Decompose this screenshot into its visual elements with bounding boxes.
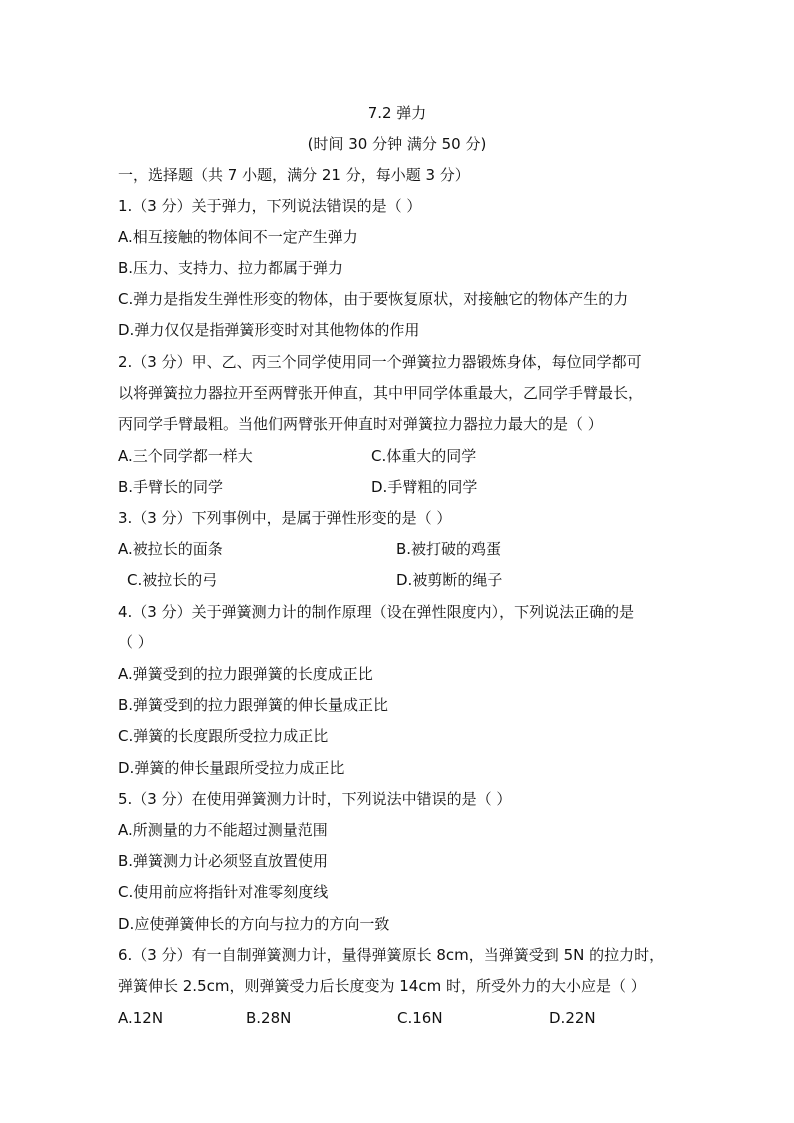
question-6-stem-line-2: 弹簧伸长 2.5cm，则弹簧受力后长度变为 14cm 时，所受外力的大小应是（ ） [118, 977, 646, 995]
question-2-option-d: D.手臂粗的同学 [371, 478, 478, 496]
question-3-option-c: C.被拉长的弓 [127, 571, 218, 589]
question-6-option-b: B.28N [246, 1009, 292, 1027]
question-4-option-d: D.弹簧的伸长量跟所受拉力成正比 [118, 759, 345, 777]
question-4-option-b: B.弹簧受到的拉力跟弹簧的伸长量成正比 [118, 696, 389, 714]
question-4-option-a: A.弹簧受到的拉力跟弹簧的长度成正比 [118, 665, 373, 683]
question-5-option-b: B.弹簧测力计必须竖直放置使用 [118, 852, 329, 870]
question-5-option-c: C.使用前应将指针对准零刻度线 [118, 883, 329, 901]
question-1-stem: 1.（3 分）关于弹力，下列说法错误的是（ ） [118, 197, 422, 215]
question-2-option-c: C.体重大的同学 [371, 447, 477, 465]
question-2-option-b: B.手臂长的同学 [118, 478, 224, 496]
question-1-option-b: B.压力、支持力、拉力都属于弹力 [118, 259, 344, 277]
question-6-stem-line-1: 6.（3 分）有一自制弹簧测力计，量得弹簧原长 8cm，当弹簧受到 5N 的拉力时， [118, 946, 665, 964]
page-subtitle: (时间 30 分钟 满分 50 分) [307, 135, 487, 153]
question-4-option-c: C.弹簧的长度跟所受拉力成正比 [118, 727, 329, 745]
question-5-option-a: A.所测量的力不能超过测量范围 [118, 821, 328, 839]
question-4-stem-line-2: （ ） [118, 633, 153, 651]
question-1-option-c: C.弹力是指发生弹性形变的物体，由于要恢复原状，对接触它的物体产生的力 [118, 290, 629, 308]
question-3-option-d: D.被剪断的绳子 [396, 571, 503, 589]
question-1-option-d: D.弹力仅仅是指弹簧形变时对其他物体的作用 [118, 321, 420, 339]
question-6-option-a: A.12N [118, 1009, 164, 1027]
section-heading: 一，选择题（共 7 小题，满分 21 分，每小题 3 分） [118, 166, 470, 184]
question-4-stem-line-1: 4.（3 分）关于弹簧测力计的制作原理（设在弹性限度内），下列说法正确的是 [118, 603, 635, 621]
question-2-stem-line-3: 丙同学手臂最粗。当他们两臂张开伸直时对弹簧拉力器拉力最大的是（ ） [118, 415, 603, 433]
question-6-option-c: C.16N [397, 1009, 443, 1027]
question-3-stem: 3.（3 分）下列事例中，是属于弹性形变的是（ ） [118, 509, 452, 527]
question-2-stem-line-1: 2.（3 分）甲、乙、丙三个同学使用同一个弹簧拉力器锻炼身体，每位同学都可 [118, 353, 642, 371]
question-5-stem: 5.（3 分）在使用弹簧测力计时，下列说法中错误的是（ ） [118, 790, 512, 808]
question-2-stem-line-2: 以将弹簧拉力器拉开至两臂张开伸直，其中甲同学体重最大，乙同学手臂最长， [118, 384, 644, 402]
question-2-option-a: A.三个同学都一样大 [118, 447, 253, 465]
question-1-option-a: A.相互接触的物体间不一定产生弹力 [118, 228, 358, 246]
question-5-option-d: D.应使弹簧伸长的方向与拉力的方向一致 [118, 915, 390, 933]
question-6-option-d: D.22N [549, 1009, 596, 1027]
page-title: 7.2 弹力 [367, 104, 427, 122]
question-3-option-a: A.被拉长的面条 [118, 540, 223, 558]
question-3-option-b: B.被打破的鸡蛋 [396, 540, 502, 558]
